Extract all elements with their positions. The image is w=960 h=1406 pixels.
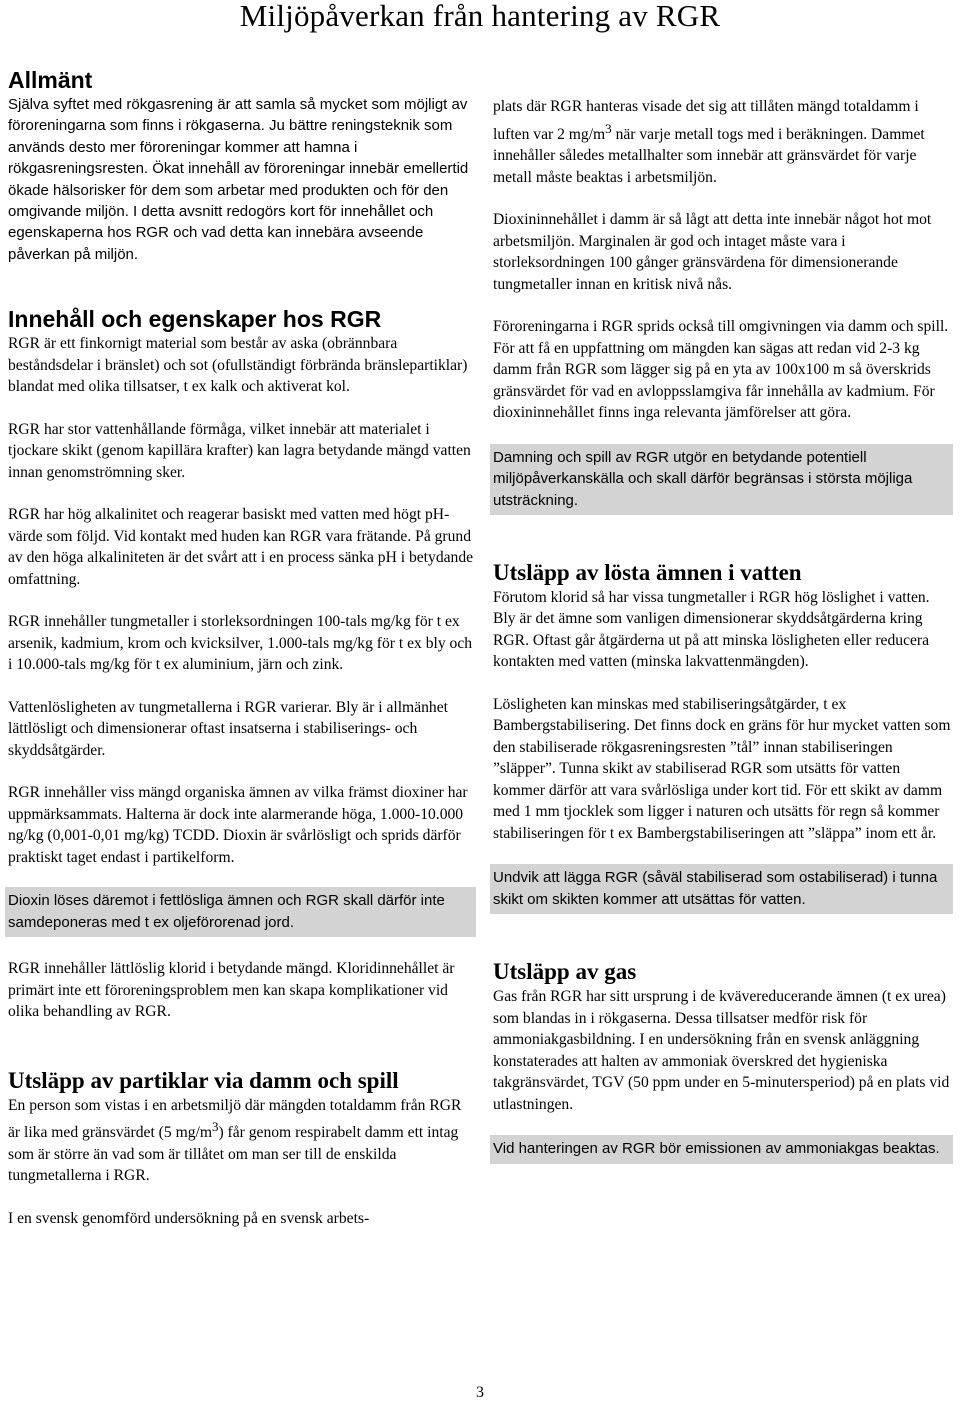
gas-shaded-note: Vid hanteringen av RGR bör emissionen av ammoniakgas beaktas.: [490, 1135, 953, 1163]
gas-paragraph-1: Gas från RGR har sitt ursprung i de kvävereducerande ämnen (t ex urea) som blandas in i rökgaserna. Dessa tillsatser medför risk för ammoniakgasbildning. I en undersökning från en svensk anläggning konstaterades att halten av ammoniak överskred det hygieniska takgränsvärdet, TGV (50 ppm under en 5-minutersperiod) på en plats vid utlastningen.: [493, 988, 950, 1113]
continued-paragraph-2: Dioxininnehållet i damm är så lågt att detta inte innebär något hot mot arbetsmiljön. Marginalen är god och intaget måste vara i storleksordningen 100 gånger gränsvärdena för dimensionerande tungmetaller innan en kritisk nivå nås.: [493, 211, 932, 293]
partiklar-paragraph-1: [8, 1095, 476, 1187]
continued-text-b: när varje metall togs med i beräkningen. Dammet innehåller således metallhalter som innebär att gränsvärdet för varje metall måste beaktas i arbetsmiljön.: [493, 125, 925, 186]
page-number: 3: [476, 1384, 484, 1401]
section-heading-losta: Utsläpp av lösta ämnen i vatten: [493, 559, 802, 585]
section-heading-innehall: Innehåll och egenskaper hos RGR: [8, 306, 382, 333]
continued-text-a: plats där RGR hanteras visade det sig att tillåten mängd totaldamm i luften var 2 mg/m: [493, 98, 919, 143]
innehall-paragraph-3: RGR har hög alkalinitet och reagerar basiskt med vatten med högt pH-värde som följd. Vid kontakt med huden kan RGR vara frätande. På grund av den höga alkaliniteten är det svårt att i en process sänka pH i betydande omfattning.: [8, 506, 474, 588]
innehall-paragraph-2: RGR har stor vattenhållande förmåga, vilket innebär att materialet i tjockare skikt (genom kapillära krafter) kan lagra betydande mängd vatten innan genomströmning sker.: [8, 420, 471, 481]
page-title: Miljöpåverkan från hantering av RGR: [239, 0, 721, 33]
losta-paragraph-1: Förutom klorid så har vissa tungmetaller i RGR hög löslighet i vatten. Bly är det ämne som vanligen dimensionerar skyddsåtgärderna kring RGR. Oftast går åtgärderna ut på att minska lösligheten eller reducera kontakten med vatten (minska lakvattenmängden).: [493, 588, 930, 671]
right-column: [493, 96, 953, 1164]
superscript-3: 3: [605, 120, 612, 136]
innehall-paragraph-6: RGR innehåller viss mängd organiska ämnen av vilka främst dioxiner har uppmärksammats. Halterna är dock inte alarmerande höga, 1.000-10.000 ng/kg (0,001-0,01 mg/kg) TCDD. Dioxin är svårlösligt och sprids därför praktiskt taget endast i partikelform.: [8, 784, 468, 866]
section-heading-gas: Utsläpp av gas: [493, 959, 637, 985]
innehall-paragraph-7: RGR innehåller lättlöslig klorid i betydande mängd. Kloridinnehållet är primärt inte ett föroreningsproblem men kan skapa komplikationer vid olika behandling av RGR.: [8, 960, 455, 1021]
partiklar-text-b: ) får genom respirabelt damm ett intag som är större än vad som är tillåtet om man ser till de enskilda tungmetallerna i RGR.: [8, 1124, 459, 1185]
section-heading-allmant: Allmänt: [8, 67, 93, 93]
continued-paragraph-3: Föroreningarna i RGR sprids också till omgivningen via damm och spill. För att få en uppfattning om mängden kan sägas att redan vid 2-3 kg damm från RGR som lägger sig på en yta av 100x100 m så överskrids gränsvärdet för vad en avloppsslamgiva får innehålla av kadmium. För dioxininnehållet finns inga relevanta jämförelser att göra.: [493, 318, 949, 422]
section-heading-partiklar: Utsläpp av partiklar via damm och spill: [8, 1067, 399, 1093]
left-column: [8, 66, 476, 1229]
innehall-shaded-note: Dioxin löses däremot i fettlösliga ämnen och RGR skall därför inte samdeponeras med t ex oljeförorenad jord.: [5, 887, 476, 937]
partiklar-paragraph-2: I en svensk genomförd undersökning på en svensk arbets-: [8, 1209, 370, 1227]
losta-paragraph-2: Lösligheten kan minskas med stabiliseringsåtgärder, t ex Bambergstabilisering. Det finns dock en gräns för hur mycket vatten som den stabiliserade rökgasreningsresten ”tål” innan stabiliseringen ”släpper”. Tunna skikt av stabiliserad RGR som utsätts för vatten kommer därför att vara svårlösliga under kort tid. För ett skikt av damm med 1 mm tjocklek som ligger i naturen och utsätts för regn så kommer stabiliseringen för t ex Bambergstabiliseringen att ”släppa” inom ett år.: [493, 695, 951, 842]
continued-paragraph-1: [493, 96, 953, 188]
continued-shaded-note: Damning och spill av RGR utgör en betydande potentiell miljöpåverkanskälla och skall därför begränsas i största möjliga utsträckning.: [490, 444, 953, 515]
losta-shaded-note: Undvik att lägga RGR (såväl stabiliserad som ostabiliserad) i tunna skikt om skikten kommer att utsättas för vatten.: [490, 864, 953, 914]
partiklar-text-a: En person som vistas i en arbetsmiljö där mängden totaldamm från RGR är lika med gränsvärdet (5 mg/m: [8, 1096, 462, 1142]
superscript-3: 3: [211, 1119, 219, 1135]
innehall-paragraph-5: Vattenlösligheten av tungmetallerna i RGR varierar. Bly är i allmänhet lättlösligt och dimensionerar oftast insatserna i stabiliserings- och skyddsåtgärder.: [8, 698, 448, 759]
innehall-paragraph-1: RGR är ett finkornigt material som består av aska (obrännbara beståndsdelar i bränslet) och sot (ofullständigt förbrända bränslepartiklar) blandat med olika tillsatser, t ex kalk och aktiverat kol.: [8, 335, 468, 396]
allmant-paragraph: Själva syftet med rökgasrening är att samla så mycket som möjligt av föroreningarna som finns i rökgaserna. Ju bättre reningsteknik som används desto mer föroreningar kommer att hamna i rökgasreningsresten. Ökat innehåll av föroreningar innebär emellertid ökade hälsorisker för dem som arbetar med produkten och för den omgivande miljön. I detta avsnitt redogörs kort för innehållet och egenskaperna hos RGR och vad detta kan innebära avseende påverkan på miljön.: [8, 96, 469, 263]
innehall-paragraph-4: RGR innehåller tungmetaller i storleksordningen 100-tals mg/kg för t ex arsenik, kadmium, krom och kvicksilver, 1.000-tals mg/kg för t ex bly och i 10.000-tals mg/kg för t ex aluminium, järn och zink.: [8, 613, 473, 674]
